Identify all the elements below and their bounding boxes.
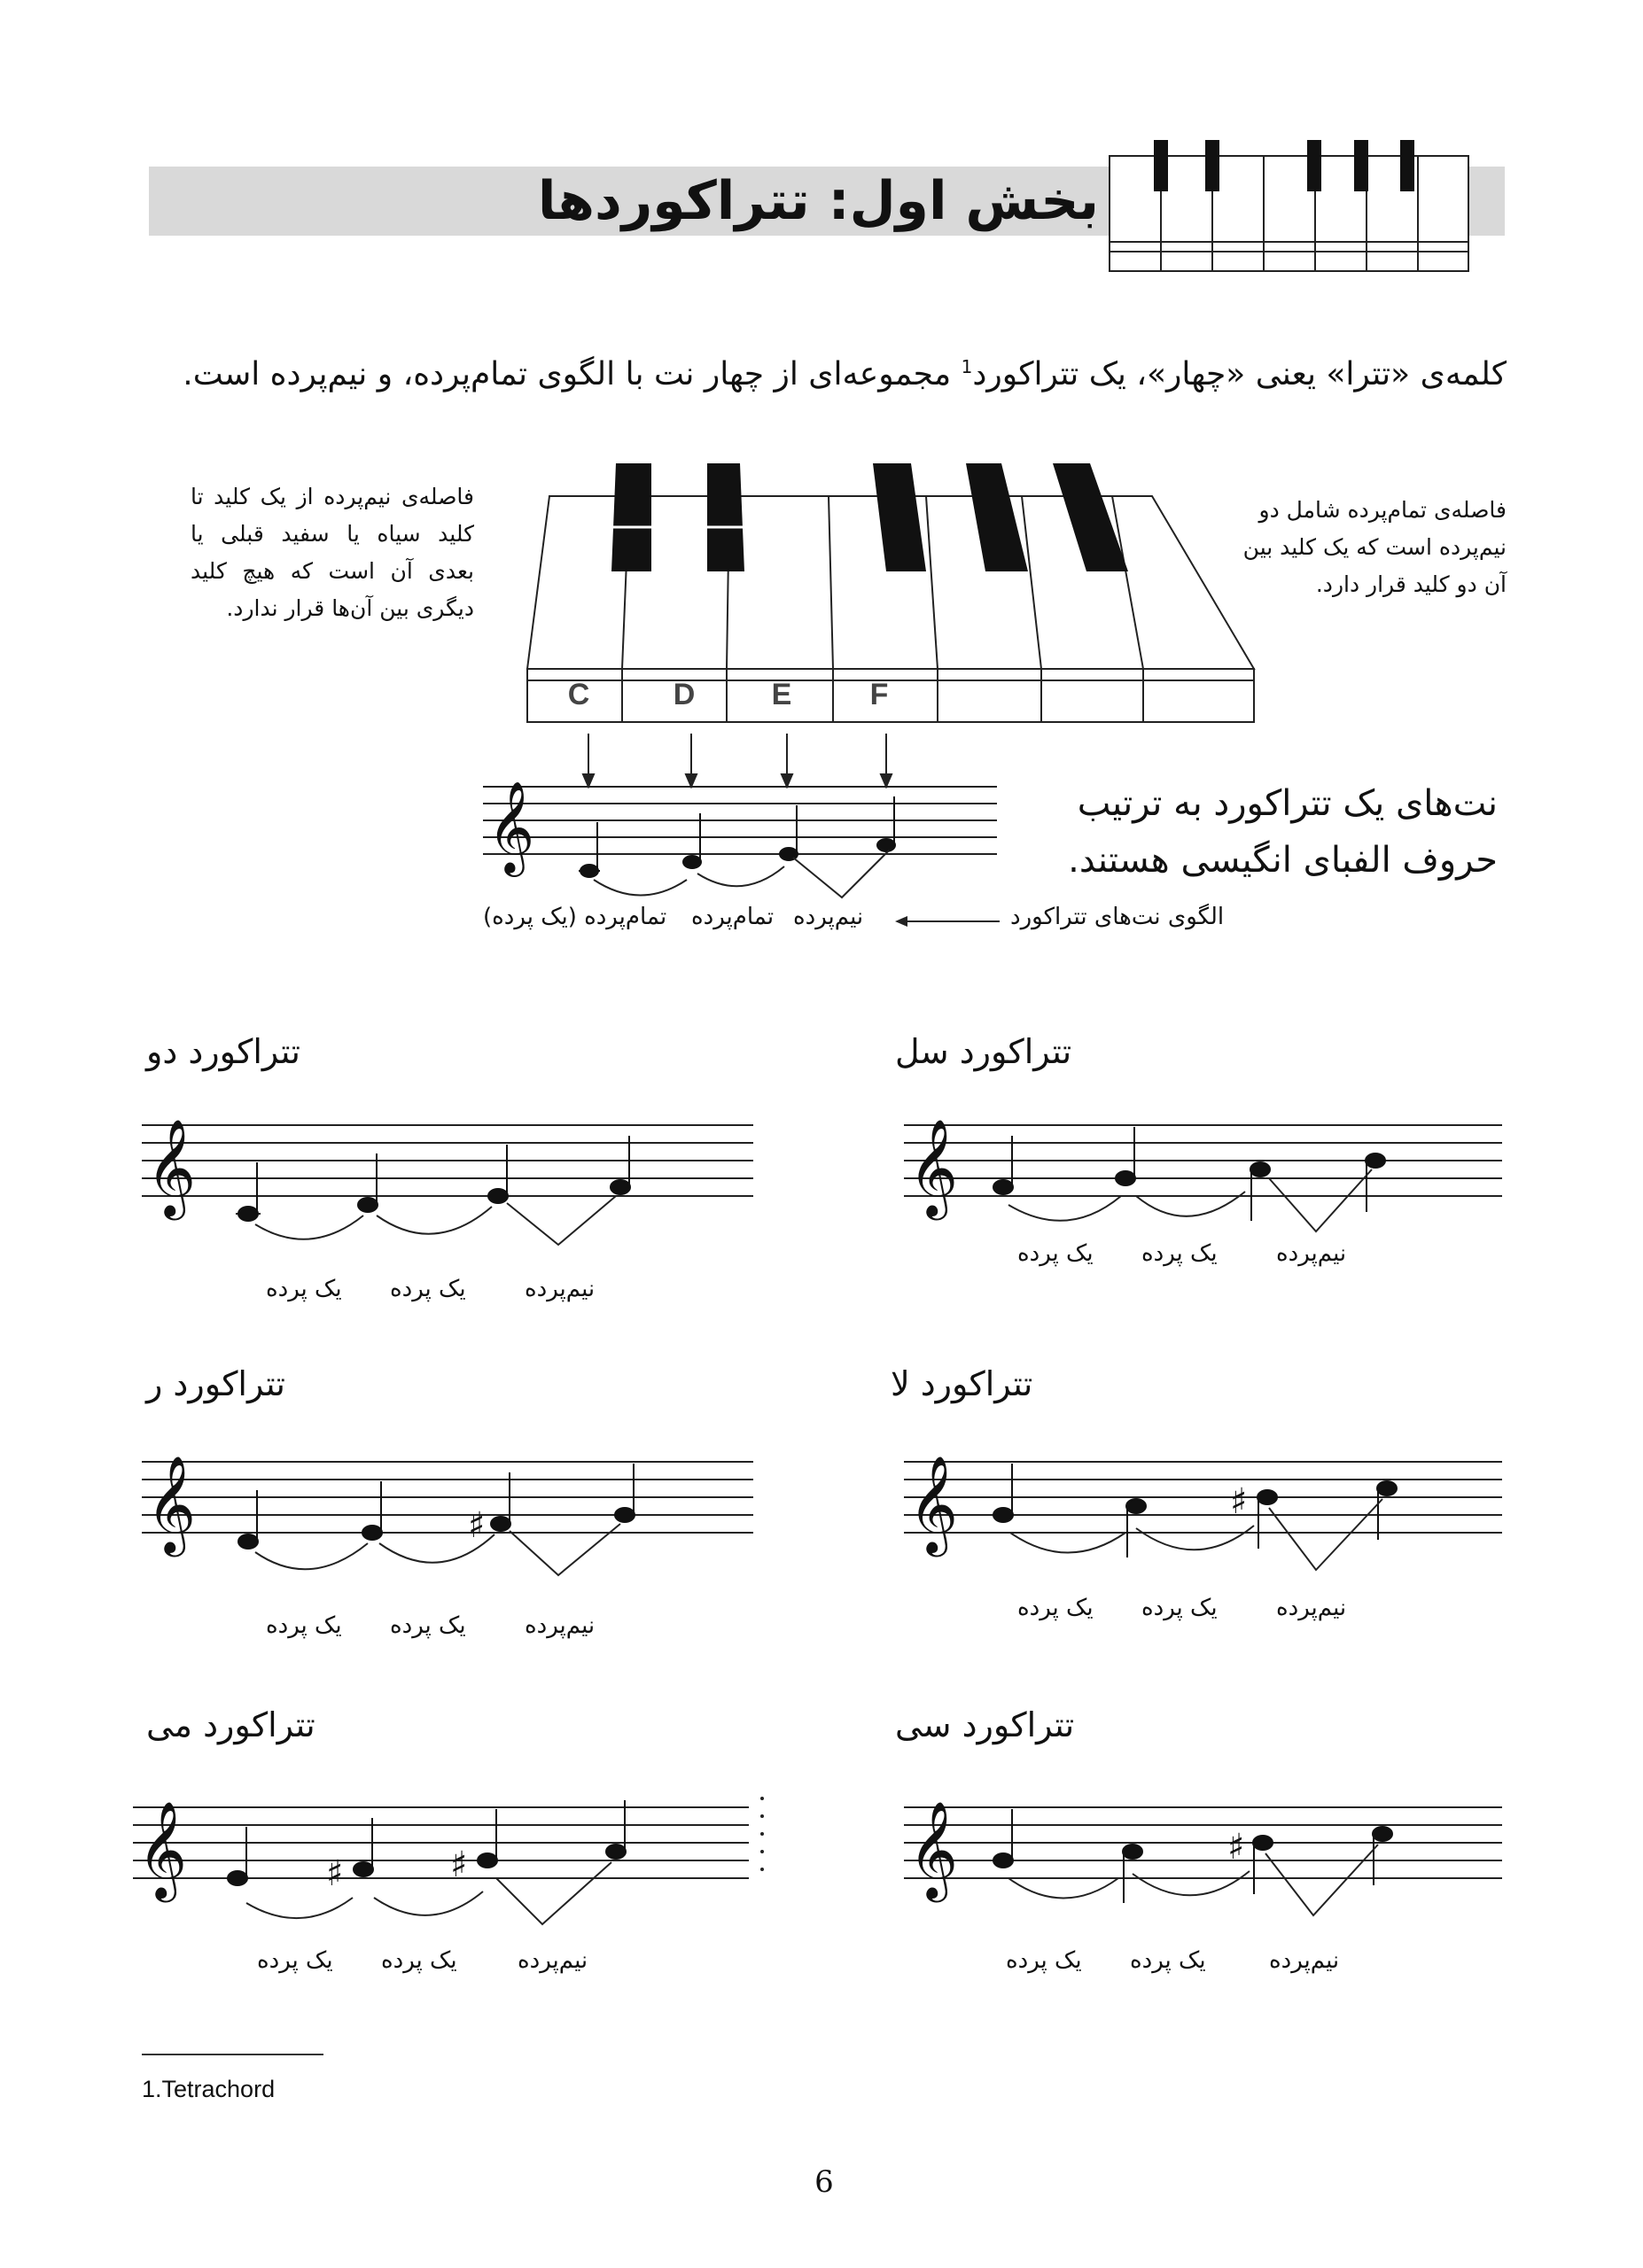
order-explanation: نت‌های یک تتراکورد به ترتیب حروف الفبای انگیسی هستند. [1068, 783, 1498, 881]
pattern-arrow [895, 913, 1001, 930]
interval-label: نیم‌پرده [525, 1276, 596, 1302]
svg-text:♯: ♯ [468, 1505, 486, 1546]
interval-label: یک پرده [390, 1612, 466, 1639]
tetrachord-heading-d: تتراکورد ر [146, 1364, 285, 1403]
interval-label: یک پرده [1017, 1240, 1094, 1267]
tetrachord-staff-a [904, 1444, 1507, 1586]
piano-keys-icon [1108, 140, 1480, 273]
pattern-half-label: نیم‌پرده [793, 904, 864, 930]
tetrachord-staff-c [142, 1107, 762, 1249]
footnote: 1.Tetrachord [142, 2076, 276, 2102]
page-title: بخش اول: تتراکوردها [537, 170, 1099, 232]
pattern-whole-label-full: تمام‌پرده (یک پرده) [483, 904, 667, 930]
tetrachord-staff-g [904, 1107, 1507, 1249]
pattern-whole-label: تمام‌پرده [691, 904, 775, 930]
tetrachord-heading-e: تتراکورد می [146, 1705, 315, 1744]
svg-text:𝄞: 𝄞 [146, 1456, 197, 1553]
key-label-c: C [567, 678, 590, 711]
intro-paragraph [183, 344, 1507, 398]
interval-label: یک پرده [266, 1612, 342, 1639]
tetrachord-staff-e [133, 1790, 771, 1931]
key-label-d: D [673, 678, 696, 711]
svg-text:𝄞: 𝄞 [146, 1119, 197, 1216]
intro-text-end: مجموعه‌ای از چهار نت با الگوی تمام‌پرده، و نیم‌پرده است. [183, 356, 962, 392]
interval-label: نیم‌پرده [1269, 1947, 1340, 1974]
intro-text-start: کلمه‌ی «تترا» یعنی «چهار»، یک تتراکورد [972, 356, 1507, 392]
whole-step-note: فاصله‌ی تمام‌پرده شامل دو نیم‌پرده است که یک کلید بین آن دو کلید قرار دارد. [1242, 497, 1507, 597]
interval-label: نیم‌پرده [525, 1612, 596, 1639]
tetrachord-staff-b [904, 1790, 1507, 1931]
key-label-f: F [869, 678, 889, 711]
tetrachord-heading-g: تتراکورد سل [895, 1032, 1072, 1071]
svg-text:𝄞: 𝄞 [908, 1456, 959, 1553]
interval-label: یک پرده [1006, 1947, 1082, 1974]
interval-label: یک پرده [1141, 1240, 1218, 1267]
interval-label: نیم‌پرده [1276, 1595, 1347, 1621]
svg-text:𝄞: 𝄞 [908, 1801, 959, 1899]
svg-text:𝄞: 𝄞 [908, 1119, 959, 1216]
svg-text:♯: ♯ [1230, 1481, 1248, 1522]
svg-text:𝄞: 𝄞 [487, 781, 535, 874]
tetrachord-heading-a: تتراکورد لا [891, 1364, 1033, 1403]
interval-label: نیم‌پرده [1276, 1240, 1347, 1267]
tetrachord-staff-d [142, 1444, 762, 1586]
tetrachord-heading-c: تتراکورد دو [146, 1032, 300, 1071]
interval-label: نیم‌پرده [518, 1947, 588, 1974]
interval-label: یک پرده [266, 1276, 342, 1302]
interval-label: یک پرده [1141, 1595, 1218, 1621]
interval-label: یک پرده [1130, 1947, 1206, 1974]
page-number: 6 [814, 2164, 834, 2200]
pattern-label: الگوی نت‌های تتراکورد [1010, 904, 1225, 930]
tetrachord-heading-b: تتراکورد سی [895, 1705, 1075, 1744]
example-staff [483, 769, 1006, 902]
svg-text:♯: ♯ [1227, 1827, 1245, 1868]
svg-text:♯: ♯ [450, 1845, 468, 1885]
footnote-mark: 1 [961, 356, 973, 377]
interval-label: یک پرده [1017, 1595, 1094, 1621]
interval-label: یک پرده [390, 1276, 466, 1302]
half-step-note: فاصله‌ی نیم‌پرده از یک کلید تا کلید سیاه یا سفید قبلی یا بعدی آن است که هیچ کلید دیگری بین آن‌ها قرار ندارد. [191, 484, 474, 621]
footnote-divider [142, 2054, 323, 2055]
svg-text:𝄞: 𝄞 [137, 1801, 188, 1899]
interval-label: یک پرده [381, 1947, 457, 1974]
interval-label: یک پرده [257, 1947, 333, 1974]
svg-text:♯: ♯ [326, 1853, 344, 1894]
key-label-e: E [771, 678, 792, 711]
